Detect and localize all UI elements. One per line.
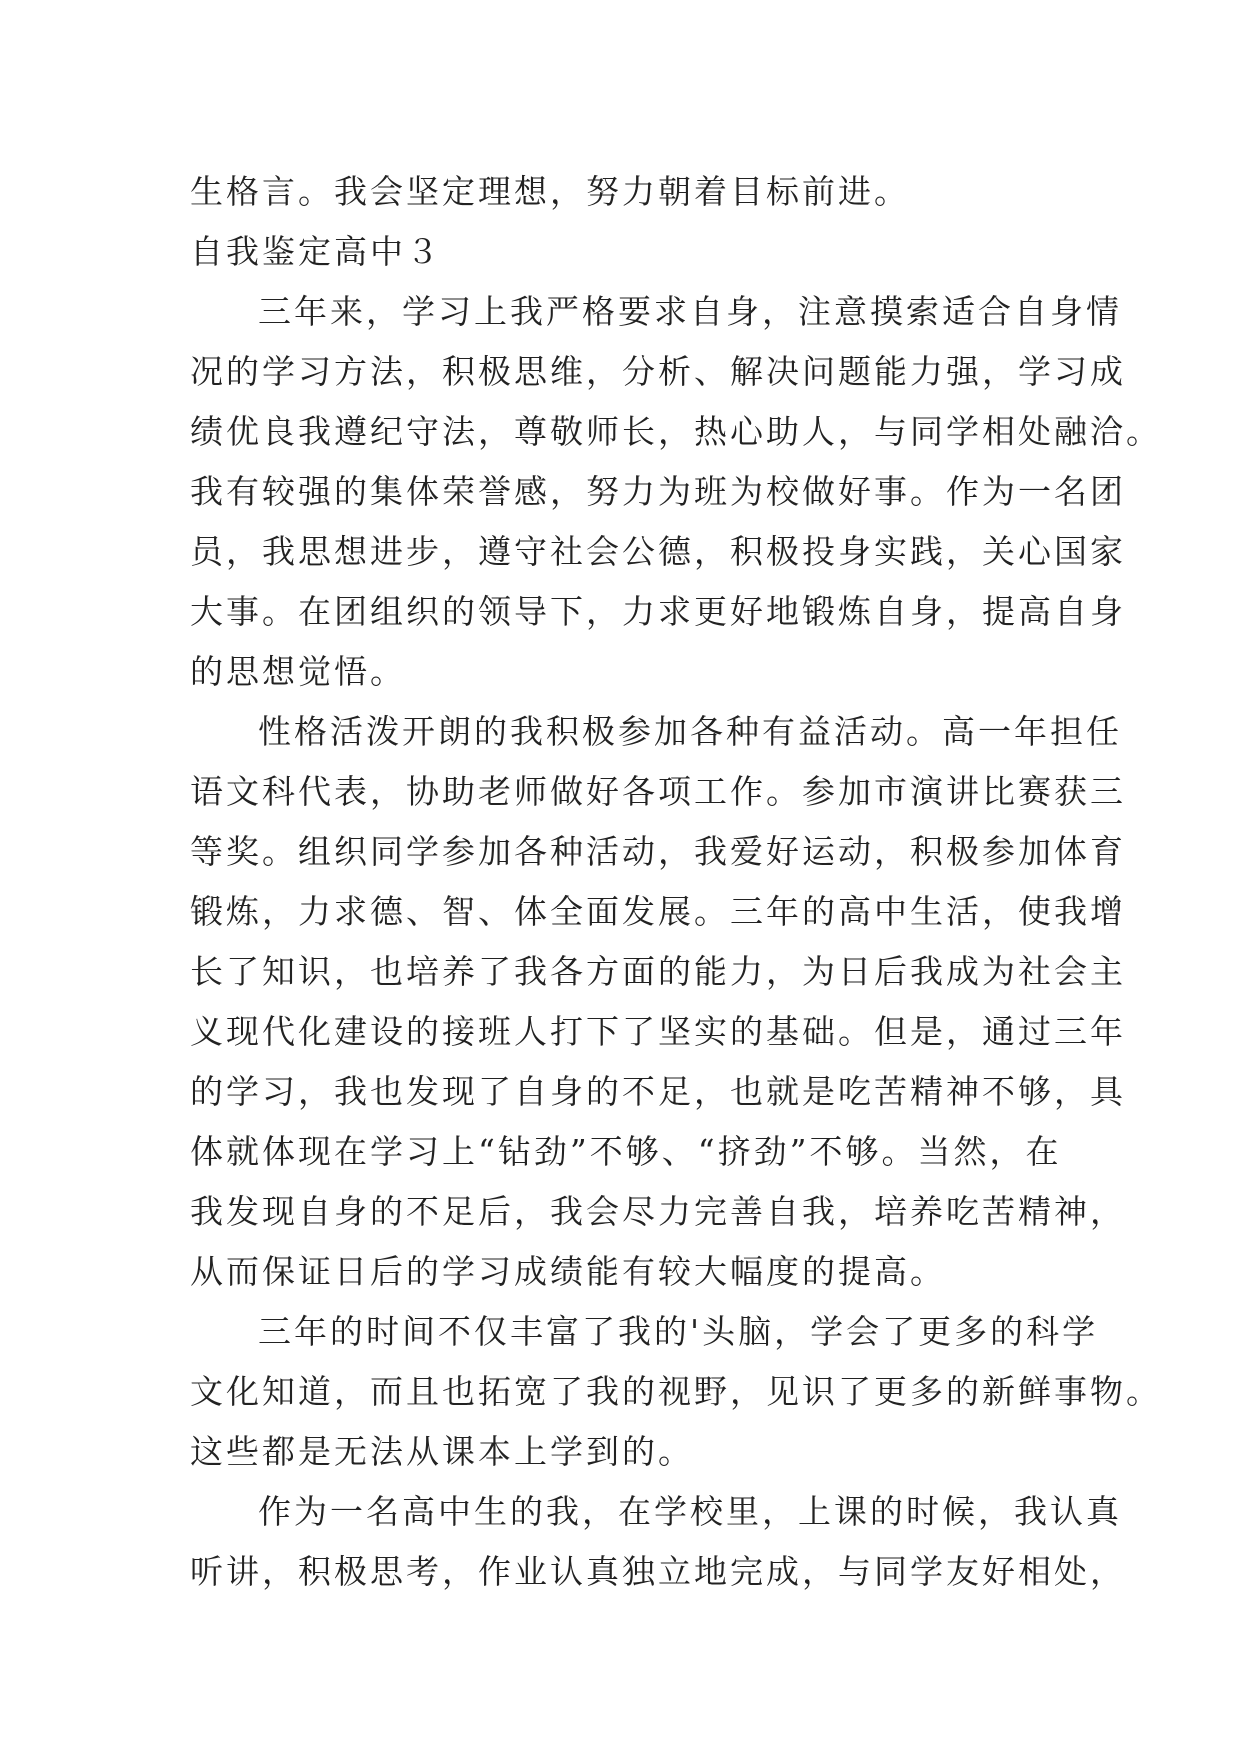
document-body — [190, 162, 1162, 1602]
text-line: 从而保证日后的学习成绩能有较大幅度的提高。 — [190, 1252, 946, 1291]
text-line: 绩优良我遵纪守法，尊敬师长，热心助人，与同学相处融洽。 — [190, 412, 1162, 451]
text-line: 的思想觉悟。 — [190, 652, 406, 691]
text-line: 的学习，我也发现了自身的不足，也就是吃苦精神不够，具 — [190, 1072, 1126, 1111]
text-line: 我发现自身的不足后，我会尽力完善自我，培养吃苦精神， — [190, 1192, 1126, 1231]
text-line: 三年来，学习上我严格要求自身，注意摸索适合自身情 — [258, 292, 1122, 331]
text-line: 语文科代表，协助老师做好各项工作。参加市演讲比赛获三 — [190, 772, 1126, 811]
text-line: 义现代化建设的接班人打下了坚实的基础。但是，通过三年 — [190, 1012, 1126, 1051]
text-line: 三年的时间不仅丰富了我的'头脑，学会了更多的科学 — [258, 1312, 1099, 1351]
text-line: 这些都是无法从课本上学到的。 — [190, 1432, 694, 1471]
text-line: 大事。在团组织的领导下，力求更好地锻炼自身，提高自身 — [190, 592, 1126, 631]
text-line: 长了知识，也培养了我各方面的能力，为日后我成为社会主 — [190, 952, 1126, 991]
text-line: 生格言。我会坚定理想，努力朝着目标前进。 — [190, 172, 910, 211]
text-line: 员，我思想进步，遵守社会公德，积极投身实践，关心国家 — [190, 532, 1126, 571]
text-line: 锻炼，力求德、智、体全面发展。三年的高中生活，使我增 — [190, 892, 1126, 931]
text-line: 文化知道，而且也拓宽了我的视野，见识了更多的新鲜事物。 — [190, 1372, 1162, 1411]
text-line: 我有较强的集体荣誉感，努力为班为校做好事。作为一名团 — [190, 472, 1126, 511]
text-line: 等奖。组织同学参加各种活动，我爱好运动，积极参加体育 — [190, 832, 1126, 871]
text-line: 性格活泼开朗的我积极参加各种有益活动。高一年担任 — [258, 712, 1122, 751]
text-line: 作为一名高中生的我，在学校里，上课的时候，我认真 — [258, 1492, 1122, 1531]
text-line: 况的学习方法，积极思维，分析、解决问题能力强，学习成 — [190, 352, 1126, 391]
text-line: 体就体现在学习上“钻劲”不够、“挤劲”不够。当然，在 — [190, 1132, 1062, 1171]
text-line: 听讲，积极思考，作业认真独立地完成，与同学友好相处， — [190, 1552, 1126, 1591]
section-heading: 自我鉴定高中３ — [190, 232, 442, 271]
